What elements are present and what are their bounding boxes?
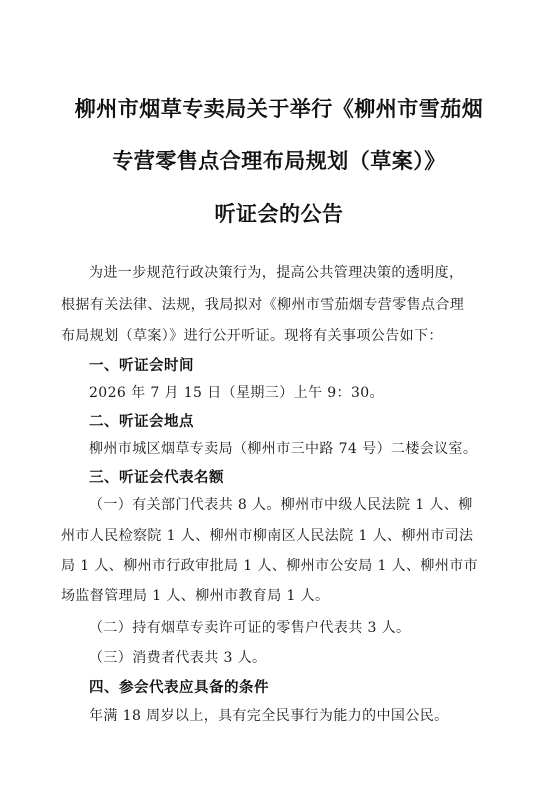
- intro-line-1: 为进一步规范行政决策行为，提高公共管理决策的透明度，: [89, 265, 464, 281]
- section-2-text: 柳州市城区烟草专卖局（柳州市三中路 74 号）二楼会议室。: [89, 441, 478, 457]
- section-1-text: 2026 年 7 月 15 日（星期三）上午 9：30。: [89, 385, 384, 401]
- section-3-item-1-line-1: （一）有关部门代表共 8 人。柳州市中级人民法院 1 人、柳: [89, 497, 473, 513]
- section-3-item-1-line-4: 场监督管理局 1 人、柳州市教育局 1 人。: [61, 588, 330, 604]
- section-3-heading: 三、听证会代表名额: [89, 470, 224, 486]
- section-4-heading: 四、参会代表应具备的条件: [89, 680, 269, 696]
- section-1-heading: 一、听证会时间: [89, 358, 194, 374]
- section-2-heading: 二、听证会地点: [89, 414, 194, 430]
- section-3-item-1-line-3: 局 1 人、柳州市行政审批局 1 人、柳州市公安局 1 人、柳州市市: [61, 558, 479, 574]
- intro-line-2: 根据有关法律、法规，我局拟对《柳州市雪茄烟专营零售点合理: [61, 297, 465, 313]
- section-3-item-1-line-2: 州市人民检察院 1 人、柳州市柳南区人民法院 1 人、柳州市司法: [61, 528, 474, 544]
- title-line-2: 专营零售点合理布局规划（草案）》: [112, 149, 446, 173]
- section-4-text: 年满 18 周岁以上，具有完全民事行为能力的中国公民。: [89, 708, 449, 724]
- title-line-1: 柳州市烟草专卖局关于举行《柳州市雪茄烟: [74, 97, 484, 121]
- section-3-item-3: （三）消费者代表共 3 人。: [89, 650, 267, 666]
- intro-line-3: 布局规划（草案）》进行公开听证。现将有关事项公告如下：: [61, 328, 443, 344]
- section-3-item-2: （二）持有烟草专卖许可证的零售户代表共 3 人。: [89, 620, 411, 636]
- title-line-3: 听证会的公告: [214, 202, 344, 226]
